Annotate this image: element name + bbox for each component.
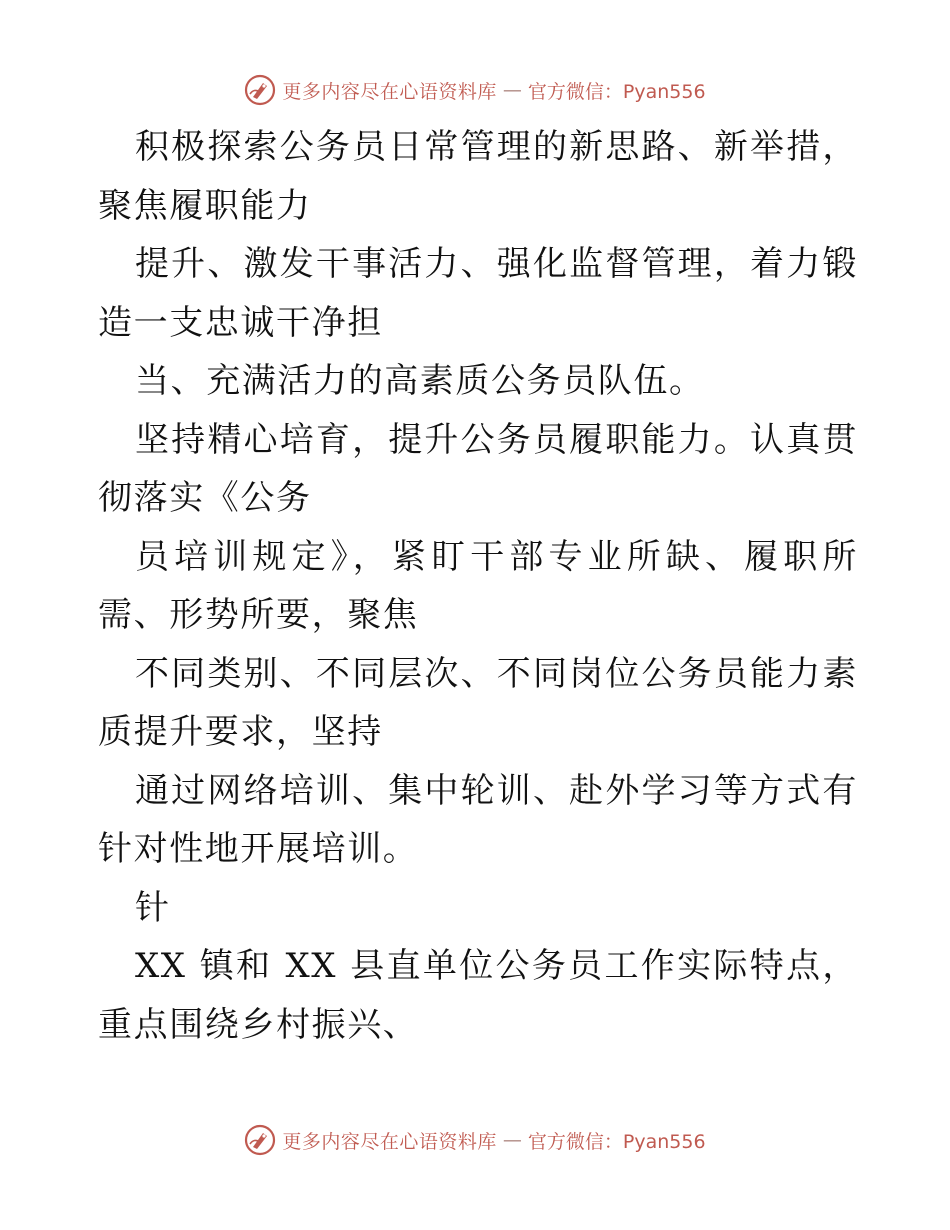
document-body: [98, 118, 858, 1054]
paragraph-2: 提升、激发干事活力、强化监督管理，着力锻造一支忠诚干净担: [98, 244, 858, 343]
paragraph-8: 针: [135, 887, 171, 928]
paragraph-9: XX 镇和 XX 县直单位公务员工作实际特点，重点围绕乡村振兴、: [98, 946, 858, 1045]
banner-wechat-text: 官方微信：Pyan556: [527, 80, 706, 103]
header-banner: [0, 70, 950, 110]
paragraph-5: 员培训规定》，紧盯干部专业所缺、履职所需、形势所要，聚焦: [98, 536, 858, 635]
banner-main-text: 更多内容尽在心语资料库: [282, 1130, 497, 1153]
paragraph-6: 不同类别、不同层次、不同岗位公务员能力素质提升要求，坚持: [98, 653, 858, 752]
pen-nib-logo-icon: [244, 74, 276, 106]
header-banner-content: [244, 74, 705, 106]
footer-banner-content: [244, 1124, 705, 1156]
banner-main-text: 更多内容尽在心语资料库: [282, 80, 497, 103]
paragraph-7: 通过网络培训、集中轮训、赴外学习等方式有针对性地开展培训。: [98, 770, 858, 869]
footer-banner: [0, 1120, 950, 1160]
banner-separator: —: [502, 79, 522, 101]
paragraph-3: 当、充满活力的高素质公务员队伍。: [135, 361, 705, 401]
banner-wechat-text: 官方微信：Pyan556: [527, 1130, 706, 1153]
banner-separator: —: [502, 1129, 522, 1151]
paragraph-4: 坚持精心培育，提升公务员履职能力。认真贯彻落实《公务: [98, 419, 858, 518]
paragraph-1: 积极探索公务员日常管理的新思路、新举措，聚焦履职能力: [98, 127, 858, 226]
pen-nib-logo-icon: [244, 1124, 276, 1156]
